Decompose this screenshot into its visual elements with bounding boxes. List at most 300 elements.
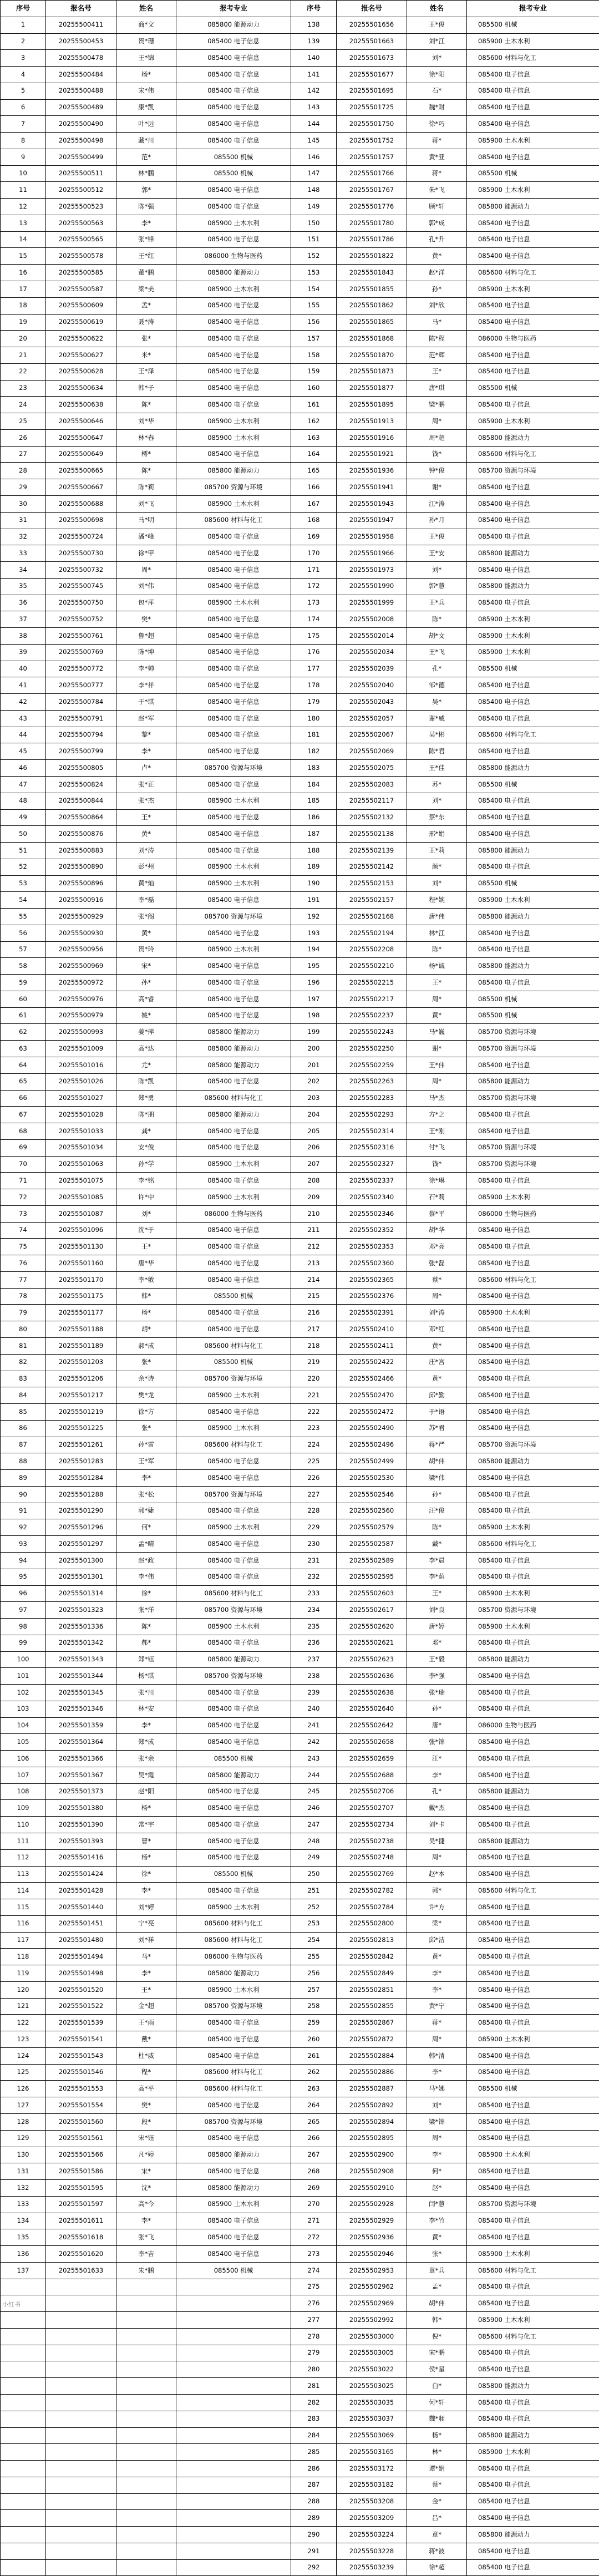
left-seq-cell (1, 2427, 46, 2444)
left-major-cell: 085800 能源动力 (176, 2180, 291, 2197)
left-regno-cell: 20255501033 (46, 1123, 116, 1140)
left-name-cell: 周* (116, 562, 176, 579)
right-seq-cell: 222 (291, 1404, 337, 1421)
left-seq-cell: 120 (1, 1981, 46, 1998)
left-seq-cell: 130 (1, 2147, 46, 2163)
right-name-cell: 徐*阳 (407, 67, 467, 83)
right-name-cell: 金* (407, 2493, 467, 2510)
left-major-cell: 085400 电子信息 (176, 1552, 291, 1569)
table-row (1, 1189, 599, 1206)
right-major-cell: 085800 能源动力 (467, 1453, 599, 1470)
left-major-cell: 085400 电子信息 (176, 347, 291, 364)
left-name-cell: 郭*婕 (116, 1503, 176, 1519)
left-name-cell: 卢* (116, 760, 176, 777)
left-major-cell: 085400 电子信息 (176, 397, 291, 413)
left-seq-cell: 128 (1, 2114, 46, 2131)
right-name-cell: 魏*昶 (407, 2411, 467, 2427)
right-major-cell: 085600 材料与化工 (467, 2328, 599, 2345)
left-seq-cell: 48 (1, 793, 46, 809)
right-major-cell: 085400 电子信息 (467, 2461, 599, 2477)
right-major-cell: 085400 电子信息 (467, 2510, 599, 2527)
left-regno-cell: 20255501364 (46, 1734, 116, 1751)
left-regno-cell (46, 2477, 116, 2493)
left-name-cell: 徐* (116, 1866, 176, 1883)
right-name-cell: 倪* (407, 2328, 467, 2345)
table-row (1, 925, 599, 941)
left-name-cell: 聂*涛 (116, 314, 176, 331)
left-name-cell: 黄* (116, 826, 176, 843)
left-major-cell: 085900 土木水利 (176, 281, 291, 298)
left-major-cell: 085800 能源动力 (176, 17, 291, 33)
right-regno-cell: 20255501973 (337, 562, 407, 579)
right-major-cell: 085400 电子信息 (467, 1552, 599, 1569)
right-regno-cell: 20255502908 (337, 2163, 407, 2180)
left-seq-cell: 25 (1, 413, 46, 430)
right-regno-cell: 20255502040 (337, 677, 407, 694)
table-row (1, 2295, 599, 2312)
right-name-cell: 李* (407, 1965, 467, 1982)
left-major-cell: 085900 土木水利 (176, 1420, 291, 1437)
right-regno-cell: 20255501941 (337, 479, 407, 496)
table-row (1, 281, 599, 298)
left-regno-cell: 20255501539 (46, 2015, 116, 2031)
table-row (1, 2246, 599, 2263)
left-major-cell: 085400 电子信息 (176, 1007, 291, 1024)
right-name-cell: 黄* (407, 2229, 467, 2246)
right-major-cell: 085900 土木水利 (467, 628, 599, 645)
left-regno-cell (46, 2361, 116, 2378)
right-major-cell: 085400 电子信息 (467, 677, 599, 694)
right-regno-cell: 20255503022 (337, 2361, 407, 2378)
left-seq-cell: 111 (1, 1833, 46, 1849)
right-seq-cell: 167 (291, 495, 337, 512)
right-seq-cell: 261 (291, 2047, 337, 2064)
left-major-cell: 085700 资源与环境 (176, 1998, 291, 2015)
right-major-cell: 085400 电子信息 (467, 1849, 599, 1866)
left-name-cell: 孟* (116, 297, 176, 314)
right-major-cell: 085900 土木水利 (467, 2246, 599, 2263)
left-major-cell: 085400 电子信息 (176, 1817, 291, 1833)
left-name-cell (116, 2395, 176, 2411)
right-regno-cell: 20255502617 (337, 1602, 407, 1619)
left-name-cell: 张* (116, 1354, 176, 1371)
right-regno-cell: 20255502595 (337, 1569, 407, 1585)
left-name-cell: 于*琪 (116, 694, 176, 711)
table-row (1, 2444, 599, 2461)
right-major-cell: 085400 电子信息 (467, 2180, 599, 2197)
table-row (1, 479, 599, 496)
right-seq-cell: 259 (291, 2015, 337, 2031)
right-regno-cell: 20255502929 (337, 2213, 407, 2229)
left-regno-cell: 20255500929 (46, 909, 116, 925)
right-major-cell: 085400 电子信息 (467, 1371, 599, 1387)
left-seq-cell: 115 (1, 1899, 46, 1916)
right-major-cell: 085500 机械 (467, 991, 599, 1007)
right-regno-cell: 20255502738 (337, 1833, 407, 1849)
right-seq-cell: 214 (291, 1271, 337, 1288)
right-regno-cell: 20255502132 (337, 809, 407, 826)
right-regno-cell: 20255502855 (337, 1998, 407, 2015)
left-major-cell: 085500 机械 (176, 1866, 291, 1883)
table-row (1, 495, 599, 512)
left-major-cell: 086000 生物与医药 (176, 1949, 291, 1965)
left-major-cell: 085900 土木水利 (176, 2196, 291, 2213)
left-regno-cell: 20255501546 (46, 2064, 116, 2081)
right-name-cell: 周* (407, 2031, 467, 2048)
left-regno-cell: 20255501480 (46, 1932, 116, 1949)
right-seq-cell: 254 (291, 1932, 337, 1949)
right-seq-cell: 180 (291, 710, 337, 727)
left-seq-cell: 50 (1, 826, 46, 843)
left-name-cell: 李* (116, 1883, 176, 1899)
left-name-cell: 姜*萍 (116, 1024, 176, 1041)
right-major-cell: 085900 土木水利 (467, 2444, 599, 2461)
right-name-cell: 王*俊 (407, 17, 467, 33)
table-row (1, 1949, 599, 1965)
right-major-cell: 085400 电子信息 (467, 248, 599, 265)
right-major-cell: 085700 资源与环境 (467, 1090, 599, 1107)
left-regno-cell: 20255500665 (46, 463, 116, 479)
right-major-cell: 085400 电子信息 (467, 743, 599, 760)
left-name-cell: 杨* (116, 67, 176, 83)
right-regno-cell: 20255502283 (337, 1090, 407, 1107)
right-seq-cell: 257 (291, 1981, 337, 1998)
left-name-cell: 李* (116, 1717, 176, 1734)
table-row (1, 760, 599, 777)
left-major-cell (176, 2527, 291, 2543)
left-regno-cell: 20255501009 (46, 1041, 116, 1057)
left-major-cell: 085400 电子信息 (176, 363, 291, 380)
right-name-cell: 邓*红 (407, 1321, 467, 1338)
right-regno-cell: 20255502707 (337, 1800, 407, 1817)
right-seq-cell: 207 (291, 1156, 337, 1173)
left-regno-cell: 20255501323 (46, 1602, 116, 1619)
right-seq-cell: 237 (291, 1651, 337, 1668)
right-major-cell: 085600 材料与化工 (467, 2262, 599, 2279)
left-regno-cell: 20255500752 (46, 611, 116, 628)
right-major-cell: 085400 电子信息 (467, 2345, 599, 2361)
right-seq-cell: 292 (291, 2559, 337, 2576)
right-regno-cell: 20255502887 (337, 2081, 407, 2097)
left-regno-cell: 20255501175 (46, 1288, 116, 1305)
left-name-cell: 王* (116, 1981, 176, 1998)
right-seq-cell: 231 (291, 1552, 337, 1569)
left-name-cell: 徐*甲 (116, 545, 176, 562)
header-name-left: 姓名 (116, 1, 176, 17)
left-regno-cell: 20255501633 (46, 2262, 116, 2279)
right-name-cell: 孔* (407, 661, 467, 677)
left-name-cell: 鲁*超 (116, 628, 176, 645)
right-name-cell: 石*莉 (407, 1189, 467, 1206)
right-seq-cell: 236 (291, 1635, 337, 1651)
right-major-cell: 085800 能源动力 (467, 2527, 599, 2543)
right-major-cell: 085800 能源动力 (467, 1651, 599, 1668)
left-regno-cell: 20255500844 (46, 793, 116, 809)
right-regno-cell: 20255502194 (337, 925, 407, 941)
left-regno-cell: 20255500730 (46, 545, 116, 562)
right-name-cell: 许*方 (407, 1899, 467, 1916)
right-seq-cell: 250 (291, 1866, 337, 1883)
left-name-cell: 陈*莉 (116, 479, 176, 496)
left-regno-cell: 20255501160 (46, 1255, 116, 1272)
header-regno-left: 报名号 (46, 1, 116, 17)
left-seq-cell: 103 (1, 1701, 46, 1717)
right-regno-cell: 20255502138 (337, 826, 407, 843)
left-major-cell: 085400 电子信息 (176, 1239, 291, 1255)
table-row (1, 215, 599, 231)
right-major-cell: 085400 电子信息 (467, 859, 599, 875)
right-seq-cell: 271 (291, 2213, 337, 2229)
right-seq-cell: 184 (291, 776, 337, 793)
right-name-cell: 赵*洋 (407, 265, 467, 281)
right-major-cell: 085400 电子信息 (467, 1354, 599, 1371)
right-seq-cell: 228 (291, 1503, 337, 1519)
left-name-cell: 安*俊 (116, 1139, 176, 1156)
table-row (1, 1321, 599, 1338)
table-row (1, 1965, 599, 1982)
right-seq-cell: 288 (291, 2493, 337, 2510)
left-major-cell: 085800 能源动力 (176, 265, 291, 281)
left-seq-cell: 86 (1, 1420, 46, 1437)
right-major-cell: 085400 电子信息 (467, 1107, 599, 1123)
right-major-cell: 085700 资源与环境 (467, 2196, 599, 2213)
table-row (1, 199, 599, 215)
right-regno-cell: 20255501943 (337, 495, 407, 512)
right-name-cell: 谢* (407, 479, 467, 496)
right-name-cell: 梁* (407, 1915, 467, 1932)
right-name-cell: 周* (407, 1288, 467, 1305)
table-row (1, 116, 599, 133)
left-major-cell: 085900 土木水利 (176, 941, 291, 958)
right-major-cell: 085400 电子信息 (467, 67, 599, 83)
left-seq-cell: 68 (1, 1123, 46, 1140)
right-regno-cell: 20255502969 (337, 2295, 407, 2312)
right-major-cell: 085400 电子信息 (467, 2543, 599, 2559)
table-row (1, 1420, 599, 1437)
right-major-cell: 085400 电子信息 (467, 116, 599, 133)
left-seq-cell: 133 (1, 2196, 46, 2213)
left-regno-cell: 20255501336 (46, 1619, 116, 1635)
right-name-cell: 周*超 (407, 429, 467, 446)
left-name-cell: 李*祥 (116, 677, 176, 694)
left-major-cell: 085900 土木水利 (176, 1619, 291, 1635)
right-name-cell: 张*锦 (407, 1734, 467, 1751)
left-major-cell: 085800 能源动力 (176, 1024, 291, 1041)
right-major-cell: 085900 土木水利 (467, 1519, 599, 1536)
right-major-cell: 085600 材料与化工 (467, 446, 599, 463)
left-name-cell: 张*锋 (116, 231, 176, 248)
right-major-cell: 085400 电子信息 (467, 1239, 599, 1255)
table-row (1, 578, 599, 595)
left-name-cell: 叶*远 (116, 116, 176, 133)
right-seq-cell: 147 (291, 165, 337, 182)
right-regno-cell: 20255502884 (337, 2047, 407, 2064)
right-seq-cell: 208 (291, 1173, 337, 1189)
right-seq-cell: 211 (291, 1222, 337, 1239)
table-row (1, 1387, 599, 1404)
left-name-cell (116, 2559, 176, 2576)
left-name-cell (116, 2427, 176, 2444)
left-regno-cell: 20255500724 (46, 529, 116, 545)
right-regno-cell: 20255502237 (337, 1007, 407, 1024)
right-regno-cell: 20255502849 (337, 1965, 407, 1982)
left-regno-cell: 20255500772 (46, 661, 116, 677)
left-major-cell: 085400 电子信息 (176, 677, 291, 694)
right-seq-cell: 262 (291, 2064, 337, 2081)
right-seq-cell: 275 (291, 2279, 337, 2295)
right-name-cell: 郭*成 (407, 215, 467, 231)
right-name-cell: 王*安 (407, 545, 467, 562)
right-name-cell: 顾*轩 (407, 199, 467, 215)
left-regno-cell: 20255500976 (46, 991, 116, 1007)
left-name-cell: 张*杰 (116, 793, 176, 809)
left-name-cell: 许*中 (116, 1189, 176, 1206)
left-seq-cell (1, 2477, 46, 2493)
left-seq-cell: 52 (1, 859, 46, 875)
table-row (1, 793, 599, 809)
right-regno-cell: 20255502039 (337, 661, 407, 677)
left-name-cell: 李*帅 (116, 661, 176, 677)
left-regno-cell (46, 2427, 116, 2444)
left-major-cell: 085400 电子信息 (176, 975, 291, 991)
right-regno-cell: 20255501916 (337, 429, 407, 446)
right-regno-cell: 20255502530 (337, 1470, 407, 1487)
right-regno-cell: 20255501656 (337, 17, 407, 33)
left-regno-cell: 20255500698 (46, 512, 116, 529)
table-body (1, 17, 599, 2576)
right-name-cell: 刘* (407, 875, 467, 892)
left-seq-cell: 2 (1, 33, 46, 50)
left-major-cell: 085400 电子信息 (176, 1222, 291, 1239)
left-major-cell: 085400 电子信息 (176, 925, 291, 941)
table-row (1, 231, 599, 248)
left-name-cell (116, 2461, 176, 2477)
left-seq-cell (1, 2510, 46, 2527)
table-row (1, 2461, 599, 2477)
left-regno-cell: 20255501522 (46, 1998, 116, 2015)
left-regno-cell: 20255500667 (46, 479, 116, 496)
right-name-cell: 胡*华 (407, 1222, 467, 1239)
left-major-cell: 085700 资源与环境 (176, 760, 291, 777)
right-name-cell: 周* (407, 1849, 467, 1866)
left-name-cell: 王*红 (116, 248, 176, 265)
right-regno-cell: 20255502075 (337, 760, 407, 777)
left-regno-cell: 20255501345 (46, 1685, 116, 1701)
left-regno-cell: 20255501393 (46, 1833, 116, 1849)
left-name-cell: 藏*川 (116, 133, 176, 149)
left-regno-cell: 20255501130 (46, 1239, 116, 1255)
left-major-cell: 085400 电子信息 (176, 809, 291, 826)
right-seq-cell: 170 (291, 545, 337, 562)
left-regno-cell: 20255501219 (46, 1404, 116, 1421)
left-major-cell: 085900 土木水利 (176, 793, 291, 809)
right-name-cell: 杨*诚 (407, 958, 467, 975)
right-regno-cell: 20255502422 (337, 1354, 407, 1371)
right-name-cell: 章* (407, 2527, 467, 2543)
table-row (1, 1883, 599, 1899)
left-regno-cell: 20255500578 (46, 248, 116, 265)
left-regno-cell: 20255501611 (46, 2213, 116, 2229)
left-regno-cell: 20255500490 (46, 116, 116, 133)
table-row (1, 1519, 599, 1536)
header-seq-left: 序号 (1, 1, 46, 17)
left-regno-cell: 20255500563 (46, 215, 116, 231)
left-regno-cell: 20255500732 (46, 562, 116, 579)
left-regno-cell: 20255500587 (46, 281, 116, 298)
left-seq-cell: 21 (1, 347, 46, 364)
right-name-cell: 刘* (407, 793, 467, 809)
left-name-cell: 潘*峰 (116, 529, 176, 545)
right-seq-cell: 152 (291, 248, 337, 265)
table-row (1, 843, 599, 859)
left-name-cell: 郝*成 (116, 1338, 176, 1355)
right-major-cell: 085900 土木水利 (467, 1585, 599, 1602)
right-name-cell: 陈*君 (407, 743, 467, 760)
table-row (1, 958, 599, 975)
left-name-cell (116, 2345, 176, 2361)
table-row (1, 429, 599, 446)
right-seq-cell: 265 (291, 2114, 337, 2131)
right-major-cell: 085400 电子信息 (467, 1123, 599, 1140)
right-name-cell: 孟* (407, 2279, 467, 2295)
right-seq-cell: 185 (291, 793, 337, 809)
right-major-cell: 085400 电子信息 (467, 2130, 599, 2147)
left-name-cell: 陈*强 (116, 199, 176, 215)
left-name-cell: 龚* (116, 1123, 176, 1140)
left-seq-cell: 73 (1, 1205, 46, 1222)
left-major-cell: 085400 电子信息 (176, 661, 291, 677)
left-seq-cell: 70 (1, 1156, 46, 1173)
left-name-cell: 孙*雷 (116, 1437, 176, 1453)
left-major-cell: 085400 电子信息 (176, 2015, 291, 2031)
right-major-cell: 085400 电子信息 (467, 2279, 599, 2295)
right-major-cell: 085400 电子信息 (467, 2295, 599, 2312)
right-seq-cell: 199 (291, 1024, 337, 1041)
right-regno-cell: 20255502014 (337, 628, 407, 645)
left-name-cell: 林*鹏 (116, 165, 176, 182)
left-regno-cell (46, 2444, 116, 2461)
right-regno-cell: 20255501843 (337, 265, 407, 281)
left-name-cell (116, 2312, 176, 2329)
left-name-cell: 徐* (116, 1585, 176, 1602)
right-name-cell: 何*轩 (407, 2395, 467, 2411)
right-seq-cell: 194 (291, 941, 337, 958)
right-major-cell: 085400 电子信息 (467, 1173, 599, 1189)
left-seq-cell: 135 (1, 2229, 46, 2246)
left-major-cell: 085600 材料与化工 (176, 1338, 291, 1355)
right-seq-cell: 268 (291, 2163, 337, 2180)
right-seq-cell: 289 (291, 2510, 337, 2527)
right-major-cell: 085400 电子信息 (467, 1057, 599, 1074)
right-name-cell: 江*涛 (407, 495, 467, 512)
right-regno-cell: 20255503035 (337, 2395, 407, 2411)
left-seq-cell: 79 (1, 1305, 46, 1321)
table-row (1, 1915, 599, 1932)
left-major-cell: 085700 资源与环境 (176, 479, 291, 496)
left-name-cell: 郭* (116, 182, 176, 199)
left-name-cell: 张*松 (116, 1486, 176, 1503)
right-seq-cell: 195 (291, 958, 337, 975)
right-name-cell: 于*语 (407, 1404, 467, 1421)
left-seq-cell: 10 (1, 165, 46, 182)
left-regno-cell: 20255500784 (46, 694, 116, 711)
left-regno-cell: 20255500511 (46, 165, 116, 182)
left-major-cell: 085800 能源动力 (176, 1965, 291, 1982)
table-row (1, 265, 599, 281)
right-major-cell: 085400 电子信息 (467, 1668, 599, 1685)
left-major-cell: 085400 电子信息 (176, 562, 291, 579)
right-name-cell: 黄* (407, 248, 467, 265)
